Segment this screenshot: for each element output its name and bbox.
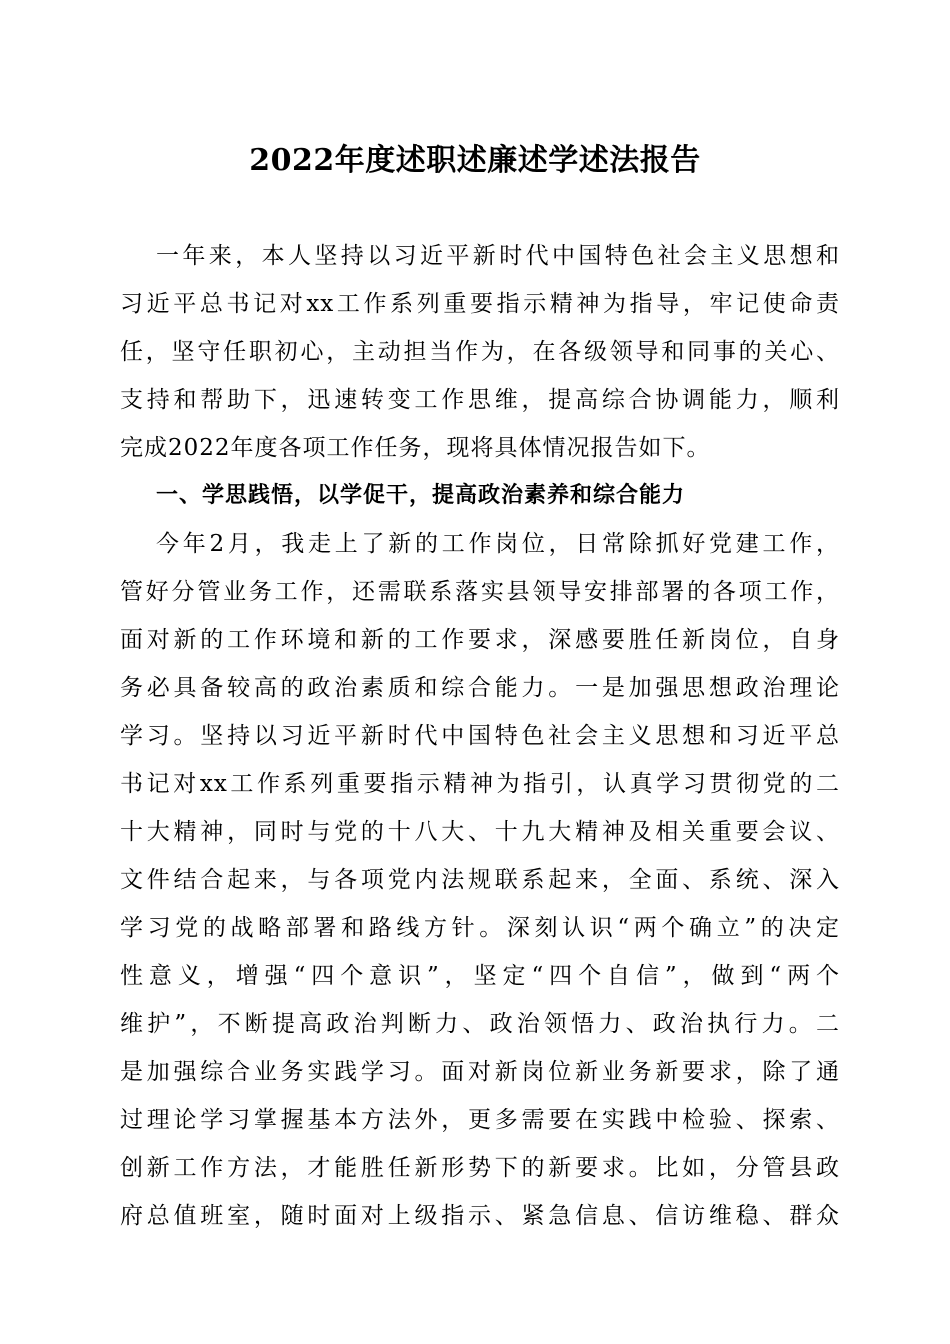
paragraph-line: 任，坚守任职初心，主动担当作为，在各级领导和同事的关心、	[120, 339, 840, 365]
paragraph-line: 完成2022年度各项工作任务，现将具体情况报告如下。	[120, 435, 711, 461]
paragraph-line: 维护”，不断提高政治判断力、政治领悟力、政治执行力。二	[120, 1011, 840, 1037]
paragraph-line: 十大精神，同时与党的十八大、十九大精神及相关重要会议、	[120, 819, 840, 845]
document-body	[120, 232, 840, 1240]
paragraph-line: 书记对xx工作系列重要指示精神为指引，认真学习贯彻党的二	[120, 771, 840, 797]
paragraph-line: 性意义，增强“四个意识”，坚定“四个自信”，做到“两个	[120, 963, 840, 989]
paragraph-line: 习近平总书记对xx工作系列重要指示精神为指导，牢记使命责	[120, 291, 840, 317]
paragraph-line: 过理论学习掌握基本方法外，更多需要在实践中检验、探索、	[120, 1107, 840, 1133]
section-heading: 一、学思践悟，以学促干，提高政治素养和综合能力	[156, 483, 686, 508]
paragraph-line: 学习。坚持以习近平新时代中国特色社会主义思想和习近平总	[120, 723, 840, 749]
paragraph-line: 一年来，本人坚持以习近平新时代中国特色社会主义思想和	[156, 243, 840, 269]
paragraph-line: 是加强综合业务实践学习。面对新岗位新业务新要求，除了通	[120, 1059, 840, 1085]
paragraph-line: 支持和帮助下，迅速转变工作思维，提高综合协调能力，顺利	[120, 387, 840, 413]
paragraph-line: 务必具备较高的政治素质和综合能力。一是加强思想政治理论	[120, 675, 840, 701]
paragraph-line: 学习党的战略部署和路线方针。深刻认识“两个确立”的决定	[120, 915, 840, 941]
document-title: 2022年度述职述廉述学述法报告	[249, 143, 701, 178]
paragraph-line: 管好分管业务工作，还需联系落实县领导安排部署的各项工作，	[120, 579, 840, 605]
paragraph-line: 创新工作方法，才能胜任新形势下的新要求。比如，分管县政	[120, 1155, 840, 1181]
paragraph-line: 文件结合起来，与各项党内法规联系起来，全面、系统、深入	[120, 867, 840, 893]
paragraph-line: 面对新的工作环境和新的工作要求，深感要胜任新岗位，自身	[120, 627, 840, 653]
paragraph-line: 府总值班室，随时面对上级指示、紧急信息、信访维稳、群众	[120, 1203, 840, 1229]
paragraph-line: 今年2月，我走上了新的工作岗位，日常除抓好党建工作，	[156, 531, 840, 557]
